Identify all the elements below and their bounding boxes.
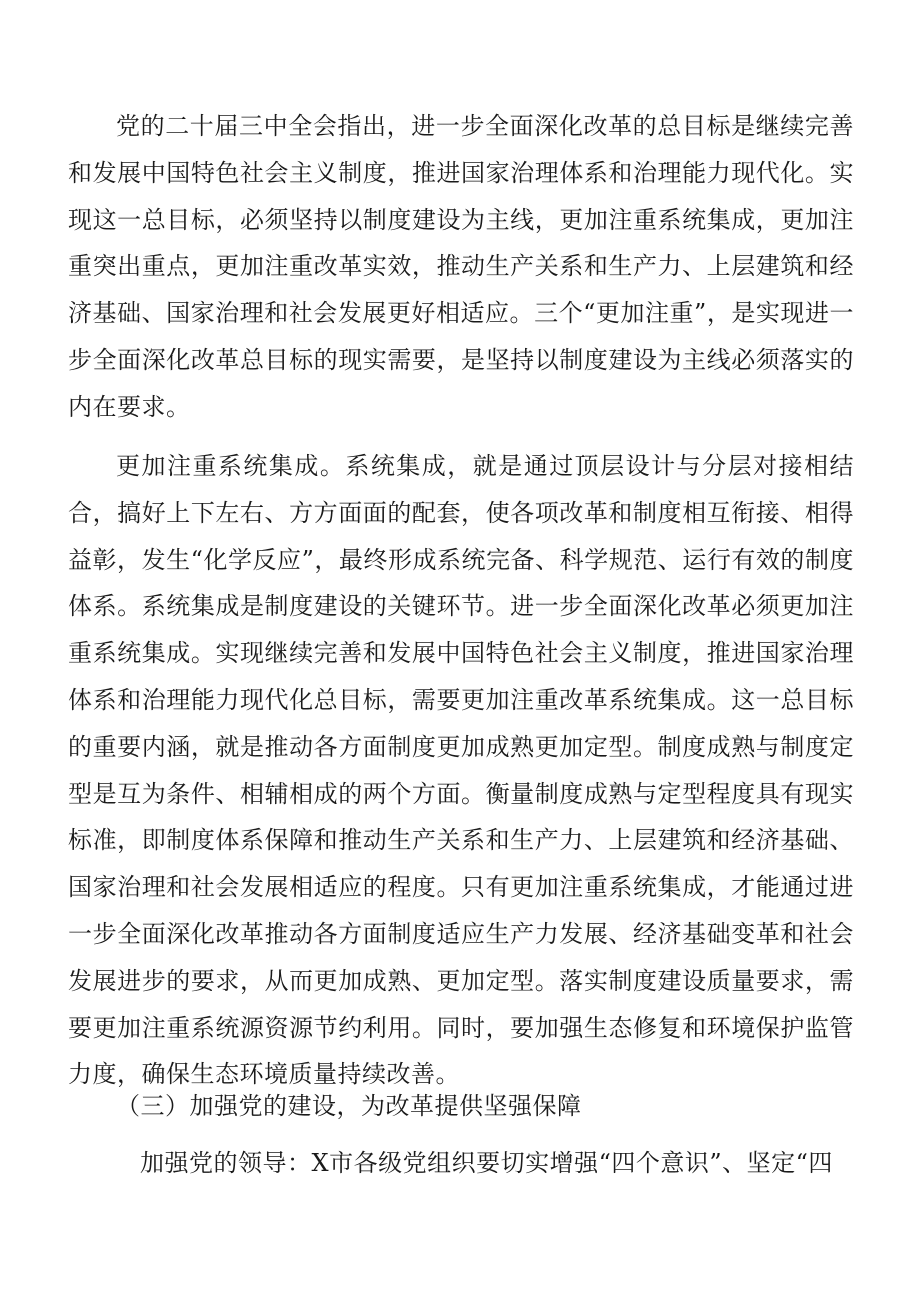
body-paragraph-1: 党的二十届三中全会指出，进一步全面深化改革的总目标是继续完善和发展中国特色社会主义制度，推进国家治理体系和治理能力现代化。实现这一总目标，必须坚持以制度建设为主线，更加注重系统集成，更加注重突出重点，更加注重改革实效，推动生产关系和生产力、上层建筑和经济基础、国家治理和社会发展更好相适应。三个“更加注重”，是实现进一步全面深化改革总目标的现实需要，是坚持以制度建设为主线必须落实的内在要求。 [68,112,854,421]
body-paragraph-3: 加强党的领导：X市各级党组织要切实增强“四个意识”、坚定“四 [140,1149,833,1177]
body-paragraph-2: 更加注重系统集成。系统集成，就是通过顶层设计与分层对接相结合，搞好上下左右、方方面面的配套，使各项改革和制度相互衔接、相得益彰，发生“化学反应”，最终形成系统完备、科学规范、运行有效的制度体系。系统集成是制度建设的关键环节。进一步全面深化改革必须更加注重系统集成。实现继续完善和发展中国特色社会主义制度，推进国家治理体系和治理能力现代化总目标，需要更加注重改革系统集成。这一总目标的重要内涵，就是推动各方面制度更加成熟更加定型。制度成熟与制度定型是互为条件、相辅相成的两个方面。衡量制度成熟与定型程度具有现实标准，即制度体系保障和推动生产关系和生产力、上层建筑和经济基础、国家治理和社会发展相适应的程度。只有更加注重系统集成，才能通过进一步全面深化改革推动各方面制度适应生产力发展、经济基础变革和社会发展进步的要求，从而更加成熟、更加定型。落实制度建设质量要求，需要更加注重系统源资源节约利用。同时，要加强生态修复和环境保护监管力度，确保生态环境质量持续改善。 [68,452,854,1089]
section-heading: （三）加强党的建设，为改革提供坚强保障 [116,1092,582,1120]
